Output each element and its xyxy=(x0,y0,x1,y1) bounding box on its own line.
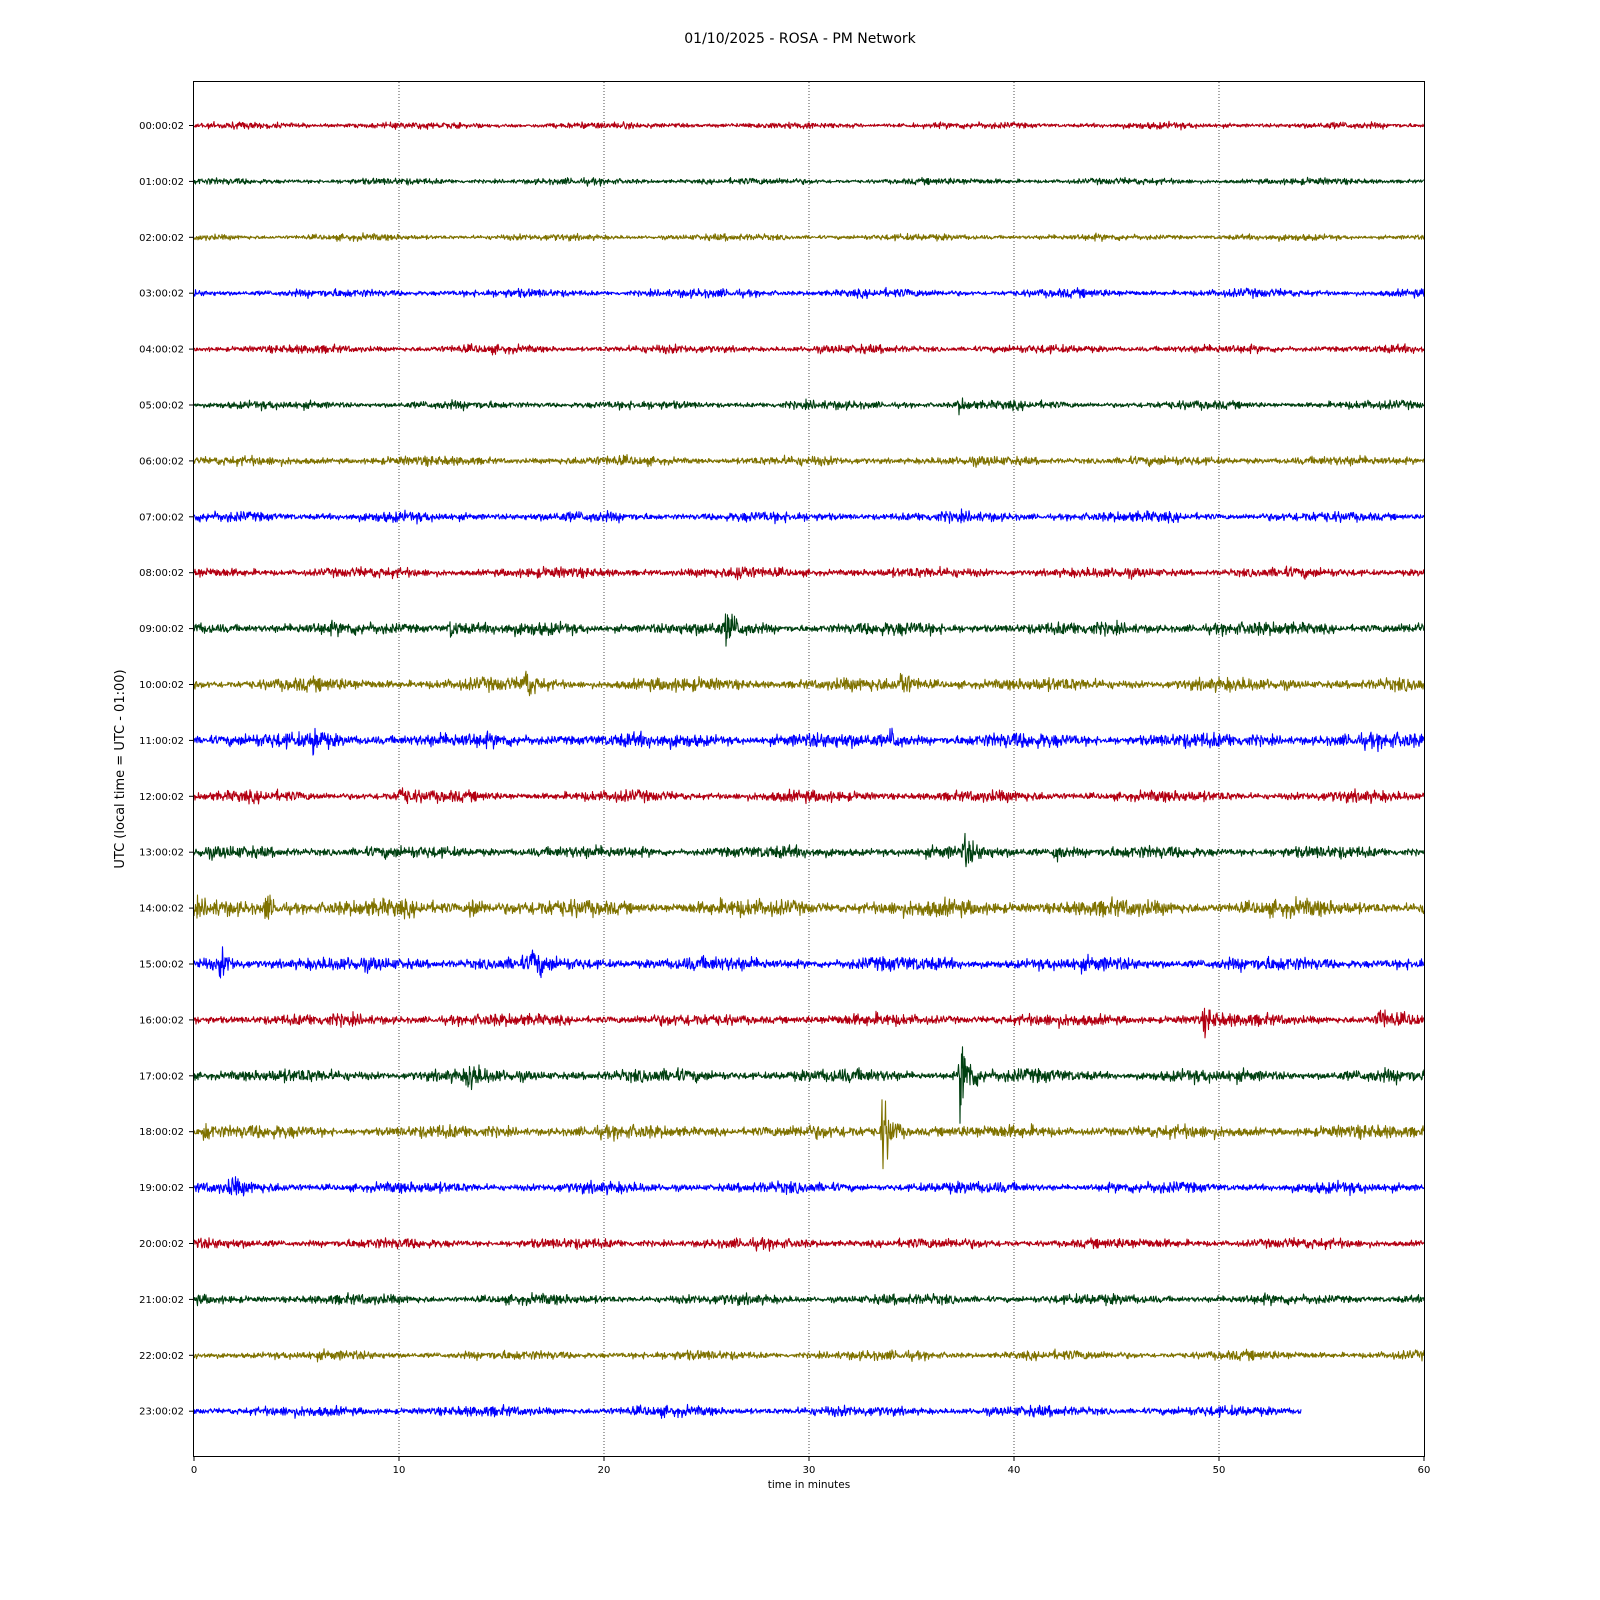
y-tick-label: 12:00:02 xyxy=(139,791,184,803)
y-tick-label: 16:00:02 xyxy=(139,1015,184,1027)
trace-line-18-00-02 xyxy=(194,1100,1424,1169)
trace-line-23-00-02 xyxy=(194,1404,1301,1418)
y-tick-label: 03:00:02 xyxy=(139,288,184,300)
x-tick-label: 0 xyxy=(190,1465,198,1476)
trace-line-09-00-02 xyxy=(194,614,1424,646)
y-tick-label: 00:00:02 xyxy=(139,121,184,132)
y-tick-label: 09:00:02 xyxy=(139,624,184,636)
x-tick-labels xyxy=(191,1456,1431,1476)
y-tick-label: 17:00:02 xyxy=(139,1071,184,1083)
x-tick-label: 50 xyxy=(1212,1465,1226,1476)
y-tick-label: 20:00:02 xyxy=(139,1239,184,1250)
x-tick-label: 40 xyxy=(1007,1465,1021,1476)
y-tick-label: 11:00:02 xyxy=(139,735,184,747)
y-axis-label: UTC (local time = UTC - 01:00) xyxy=(113,669,128,869)
y-tick-label: 10:00:02 xyxy=(139,680,184,691)
trace-line-10-00-02 xyxy=(194,671,1424,696)
y-tick-label: 07:00:02 xyxy=(139,512,184,524)
y-tick-label: 04:00:02 xyxy=(139,344,184,356)
y-tick-label: 14:00:02 xyxy=(139,903,184,915)
y-tick-label: 19:00:02 xyxy=(139,1183,184,1195)
y-tick-label: 05:00:02 xyxy=(139,400,184,412)
y-tick-label: 13:00:02 xyxy=(139,847,184,859)
grid-lines xyxy=(399,82,1219,1456)
y-tick-label: 15:00:02 xyxy=(139,959,184,971)
x-axis-label: time in minutes xyxy=(767,1479,851,1491)
trace-line-04-00-02 xyxy=(194,344,1424,355)
x-tick-label: 60 xyxy=(1417,1465,1431,1476)
x-tick-label: 10 xyxy=(392,1465,406,1476)
y-tick-label: 02:00:02 xyxy=(139,232,184,244)
y-tick-label: 23:00:02 xyxy=(139,1406,184,1418)
y-tick-label: 21:00:02 xyxy=(139,1294,184,1306)
y-tick-label: 18:00:02 xyxy=(139,1127,184,1139)
chart-title: 01/10/2025 - ROSA - PM Network xyxy=(684,31,916,47)
trace-line-22-00-02 xyxy=(194,1349,1424,1362)
x-tick-label: 30 xyxy=(802,1465,816,1476)
y-tick-label: 06:00:02 xyxy=(139,456,184,468)
trace-line-02-00-02 xyxy=(194,233,1424,242)
y-tick-label: 22:00:02 xyxy=(139,1350,184,1362)
x-tick-label: 20 xyxy=(597,1465,611,1476)
y-tick-label: 08:00:02 xyxy=(139,568,184,580)
trace-line-00-00-02 xyxy=(194,121,1424,130)
y-tick-labels xyxy=(139,121,194,1418)
y-tick-label: 01:00:02 xyxy=(139,176,184,188)
